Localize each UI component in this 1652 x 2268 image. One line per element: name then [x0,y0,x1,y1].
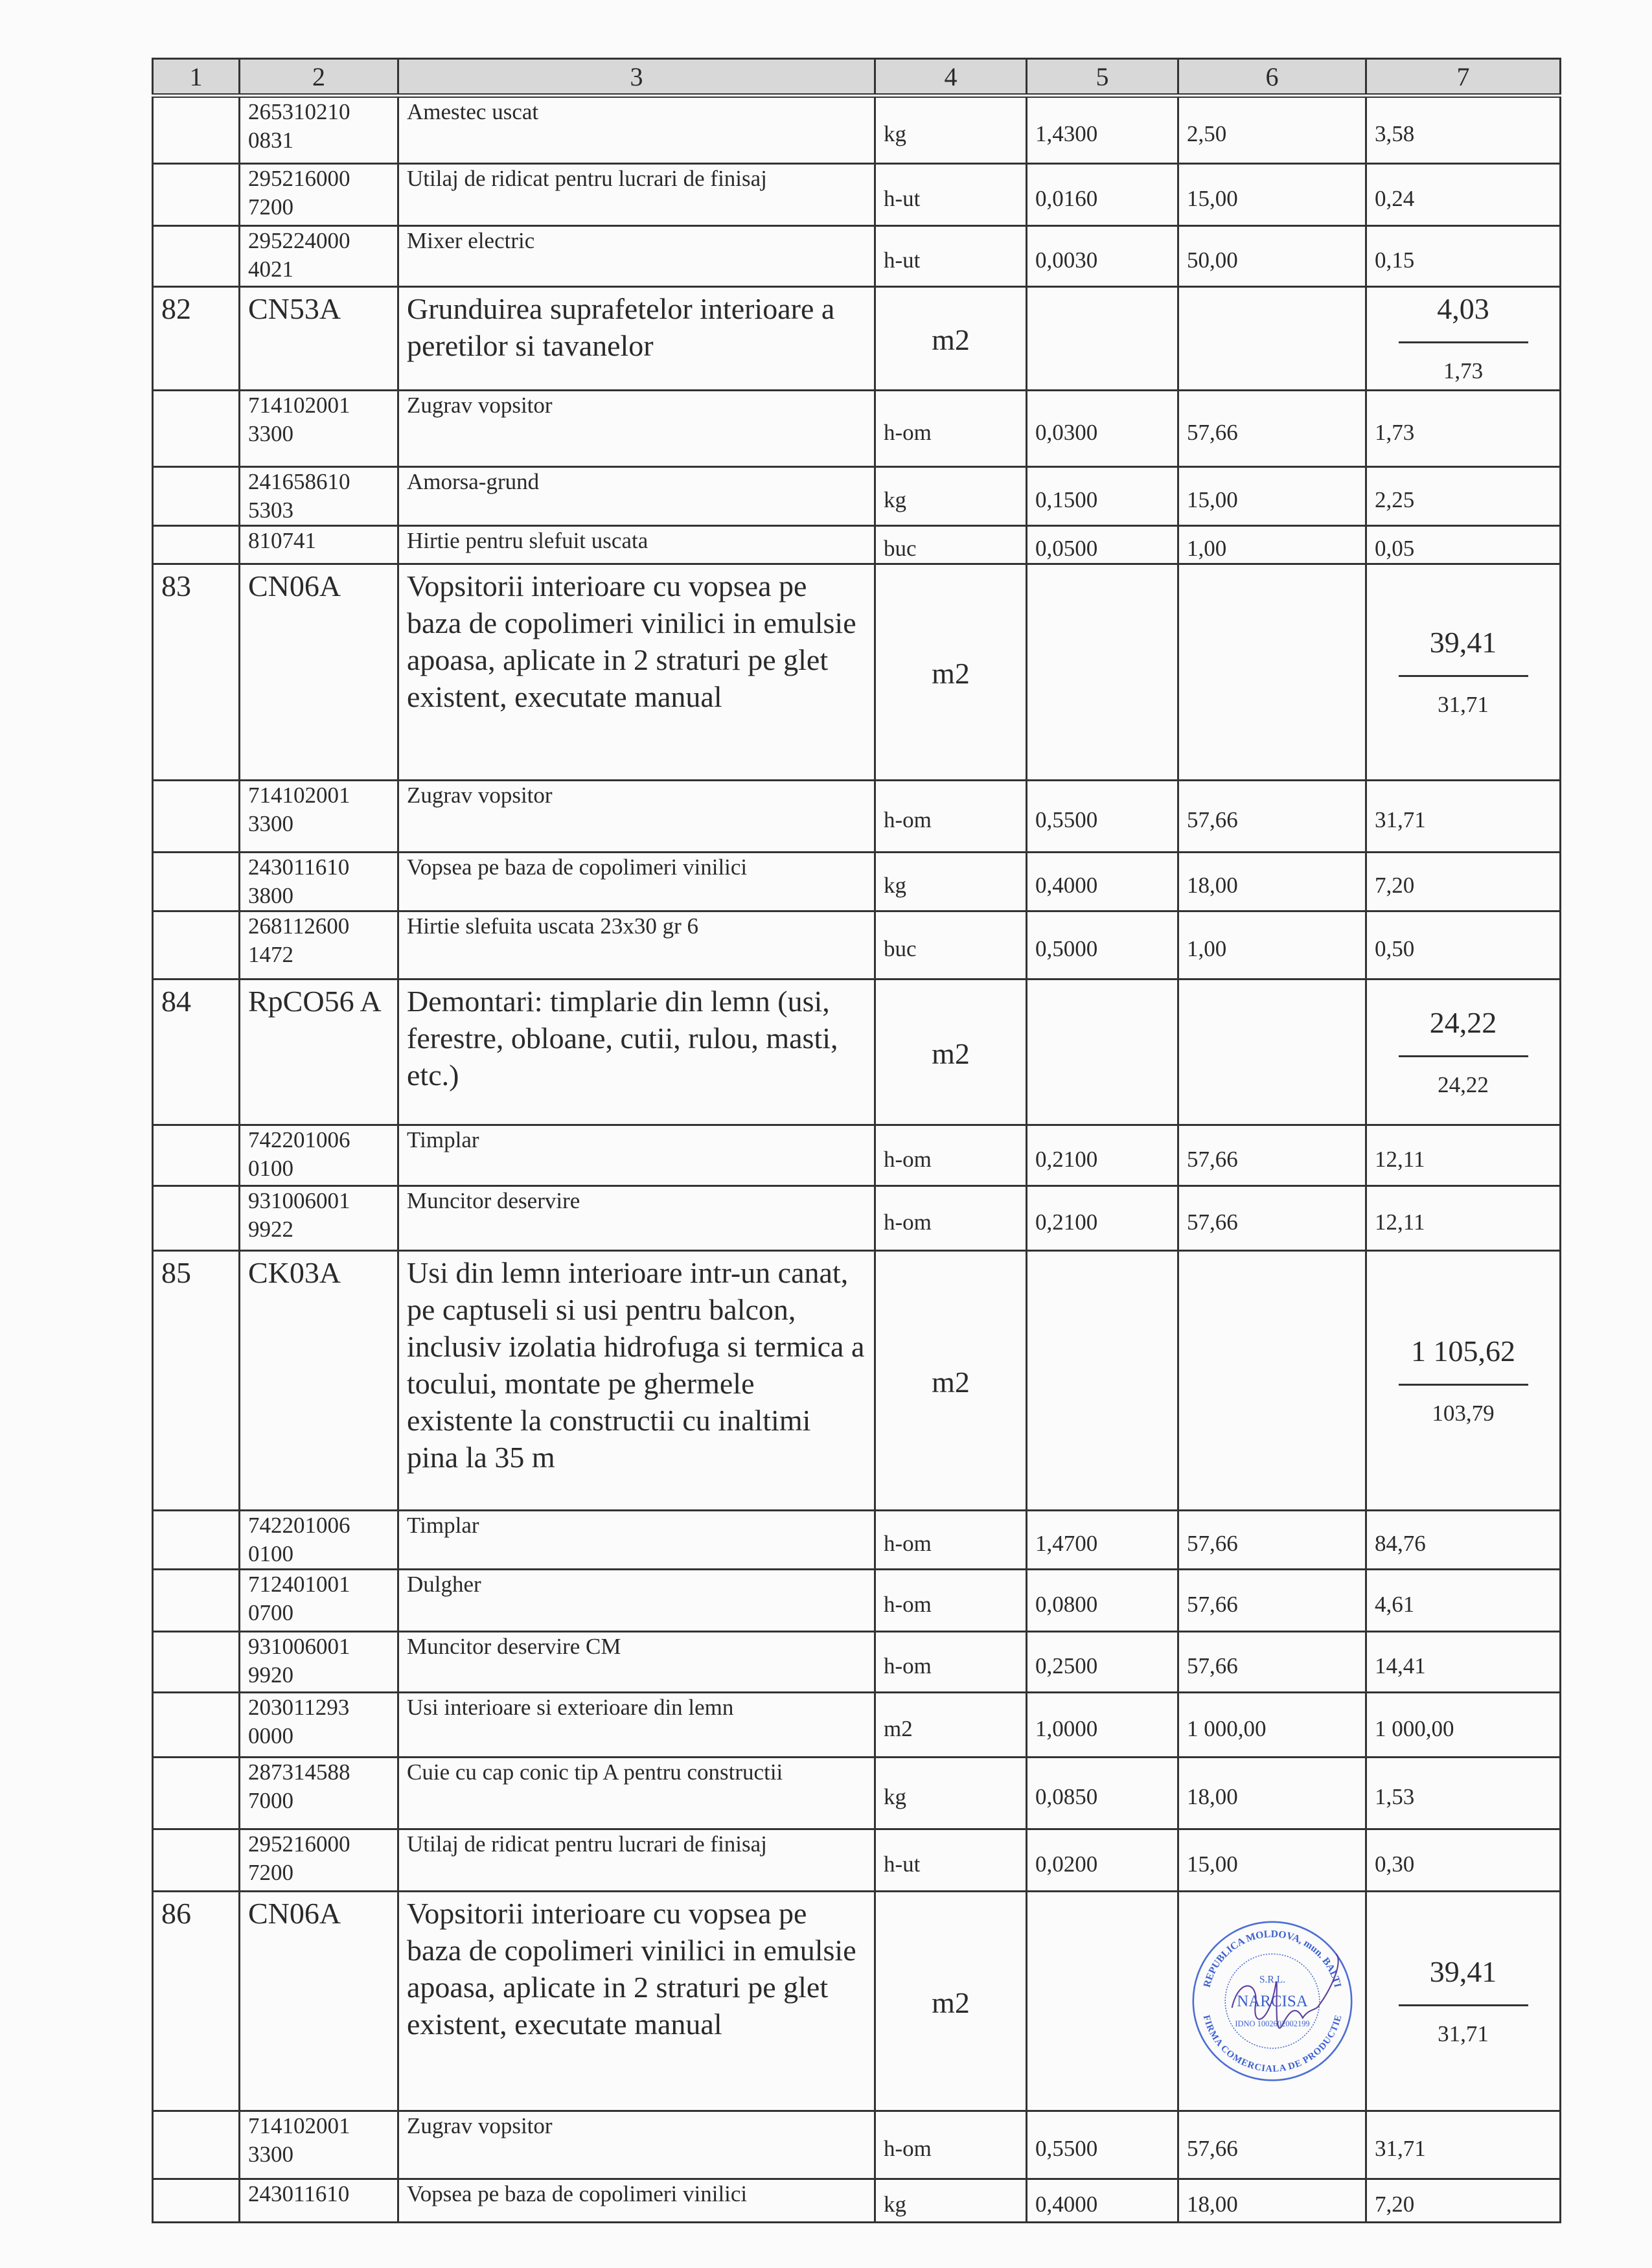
unit-price: 57,66 [1178,1125,1366,1186]
resource-row [153,226,1561,287]
labor-cost: 31,71 [1438,2021,1489,2046]
row-number-empty [153,226,240,287]
resource-total: 0,30 [1366,1829,1561,1892]
item-total: 39,41 [1429,1954,1497,1988]
resource-row [153,853,1561,911]
resource-total: 0,24 [1366,164,1561,226]
unit-price: 57,66 [1178,781,1366,853]
unit-price: 1 000,00 [1178,1693,1366,1758]
row-number-empty [153,781,240,853]
resource-code: 714102001 3300 [240,2111,398,2179]
resource-name: Vopsea pe baza de copolimeri vinilici [398,853,875,911]
resource-total: 7,20 [1366,2179,1561,2223]
unit-price: 18,00 [1178,853,1366,911]
unit: h-om [875,781,1027,853]
resource-total: 12,11 [1366,1186,1561,1251]
row-number-empty [153,391,240,467]
resource-name: Amestec uscat [398,96,875,164]
price-empty [1178,979,1366,1125]
resource-code: 287314588 7000 [240,1758,398,1829]
resource-total: 2,25 [1366,467,1561,526]
norm-quantity: 0,0300 [1027,391,1178,467]
resource-code: 742201006 0100 [240,1125,398,1186]
item-total: 4,03 [1437,292,1489,325]
work-description: Vopsitorii interioare cu vopsea pe baza de copolimeri vinilici in emulsie apoasa, aplicate in 2 straturi pe glet existent, executate manual [398,1892,875,2111]
unit: h-ut [875,226,1027,287]
work-description: Grunduirea suprafetelor interioare a peretilor si tavanelor [398,287,875,391]
resource-row [153,391,1561,467]
resource-code: 203011293 0000 [240,1693,398,1758]
column-header-2: 2 [240,59,398,96]
row-number-empty [153,96,240,164]
unit-price: 1,00 [1178,911,1366,979]
resource-total: 14,41 [1366,1632,1561,1693]
resource-row [153,96,1561,164]
unit-price: 18,00 [1178,1758,1366,1829]
resource-name: Utilaj de ridicat pentru lucrari de finisaj [398,1829,875,1892]
stamp-lower-text: FIRMA COMERCIALA DE PRODUCTIE [1200,2013,1344,2074]
resource-name: Zugrav vopsitor [398,781,875,853]
resource-row [153,1758,1561,1829]
unit-price: 57,66 [1178,2111,1366,2179]
resource-row [153,1693,1561,1758]
norm-quantity: 0,4000 [1027,2179,1178,2223]
labor-cost: 24,22 [1438,1071,1489,1097]
norm-quantity: 0,1500 [1027,467,1178,526]
resource-row [153,781,1561,853]
resource-row [153,1632,1561,1693]
norm-code: CN06A [240,1892,398,2111]
unit-price: 15,00 [1178,164,1366,226]
column-header-4: 4 [875,59,1027,96]
resource-code: 243011610 [240,2179,398,2223]
item-total: 1 105,62 [1411,1334,1515,1368]
unit-price: 18,00 [1178,2179,1366,2223]
unit-price: 57,66 [1178,1570,1366,1632]
unit: buc [875,526,1027,564]
norm-quantity: 0,2100 [1027,1125,1178,1186]
column-header-1: 1 [153,59,240,96]
resource-total: 31,71 [1366,781,1561,853]
resource-name: Hirtie slefuita uscata 23x30 gr 6 [398,911,875,979]
item-number: 86 [153,1892,240,2111]
item-number: 84 [153,979,240,1125]
unit: h-om [875,1511,1027,1570]
work-description: Vopsitorii interioare cu vopsea pe baza de copolimeri vinilici in emulsie apoasa, aplicate in 2 straturi pe glet existent, executate manual [398,564,875,781]
unit: m2 [875,1251,1027,1511]
resource-code: 742201006 0100 [240,1511,398,1570]
row-number-empty [153,467,240,526]
unit: kg [875,96,1027,164]
work-item-row [153,1892,1561,2111]
row-number-empty [153,1758,240,1829]
row-number-empty [153,853,240,911]
norm-quantity: 0,2500 [1027,1632,1178,1693]
unit-price: 15,00 [1178,467,1366,526]
row-number-empty [153,2111,240,2179]
row-number-empty [153,164,240,226]
divider [1399,2004,1528,2006]
resource-total: 4,61 [1366,1570,1561,1632]
resource-total: 1,73 [1366,391,1561,467]
resource-row [153,1186,1561,1251]
norm-quantity: 0,5500 [1027,2111,1178,2179]
resource-row [153,911,1561,979]
resource-name: Timplar [398,1125,875,1186]
unit-price: 57,66 [1178,391,1366,467]
item-total: 24,22 [1429,1005,1497,1039]
resource-total: 0,05 [1366,526,1561,564]
price-empty [1178,1892,1366,2111]
item-total: 39,41 [1429,626,1497,659]
resource-row [153,1829,1561,1892]
divider [1399,1384,1528,1386]
norm-quantity: 0,0160 [1027,164,1178,226]
item-total-cell [1366,287,1561,391]
resource-total: 3,58 [1366,96,1561,164]
item-number: 82 [153,287,240,391]
resource-row [153,467,1561,526]
unit: m2 [875,287,1027,391]
work-item-row [153,564,1561,781]
norm-quantity: 0,0500 [1027,526,1178,564]
quantity-empty [1027,1251,1178,1511]
row-number-empty [153,1693,240,1758]
norm-quantity: 0,5000 [1027,911,1178,979]
unit: kg [875,1758,1027,1829]
column-number-header [153,59,1561,96]
unit-price: 50,00 [1178,226,1366,287]
labor-cost: 1,73 [1443,358,1484,384]
norm-quantity: 0,5500 [1027,781,1178,853]
unit: h-om [875,1125,1027,1186]
unit-price: 57,66 [1178,1186,1366,1251]
norm-code: RpCO56 A [240,979,398,1125]
resource-code: 810741 [240,526,398,564]
resource-total: 31,71 [1366,2111,1561,2179]
company-stamp [1188,1917,1357,2085]
unit: m2 [875,1892,1027,2111]
resource-row [153,1570,1561,1632]
resource-total: 0,15 [1366,226,1561,287]
norm-quantity: 0,4000 [1027,853,1178,911]
resource-row [153,1125,1561,1186]
unit: h-om [875,1186,1027,1251]
resource-name: Hirtie pentru slefuit uscata [398,526,875,564]
row-number-empty [153,911,240,979]
resource-code: 265310210 0831 [240,96,398,164]
unit: h-om [875,1570,1027,1632]
unit: h-om [875,391,1027,467]
resource-row [153,164,1561,226]
resource-total: 84,76 [1366,1511,1561,1570]
row-number-empty [153,1632,240,1693]
divider [1399,341,1528,343]
work-description: Usi din lemn interioare intr-un canat, pe captuseli si usi pentru balcon, inclusiv izolatia hidrofuga si termica a tocului, montate pe ghermele existente la constructii cu inaltimi pina la 35 m [398,1251,875,1511]
resource-name: Amorsa-grund [398,467,875,526]
stamp-idno: IDNO 1002602002199 [1234,2019,1310,2028]
norm-quantity: 0,0800 [1027,1570,1178,1632]
unit: m2 [875,979,1027,1125]
unit: kg [875,853,1027,911]
norm-quantity: 1,0000 [1027,1693,1178,1758]
resource-code: 295216000 7200 [240,1829,398,1892]
quantity-empty [1027,564,1178,781]
unit: kg [875,2179,1027,2223]
norm-code: CN53A [240,287,398,391]
price-empty [1178,1251,1366,1511]
norm-quantity: 0,0030 [1027,226,1178,287]
resource-total: 0,50 [1366,911,1561,979]
resource-code: 931006001 9922 [240,1186,398,1251]
row-number-empty [153,1186,240,1251]
norm-quantity: 0,0200 [1027,1829,1178,1892]
norm-code: CK03A [240,1251,398,1511]
quantity-empty [1027,287,1178,391]
work-item-row [153,979,1561,1125]
unit: h-om [875,1632,1027,1693]
column-header-3: 3 [398,59,875,96]
resource-total: 12,11 [1366,1125,1561,1186]
quantity-empty [1027,1892,1178,2111]
item-total-cell [1366,1892,1561,2111]
divider [1399,675,1528,677]
resource-row [153,1511,1561,1570]
row-number-empty [153,1511,240,1570]
unit: h-ut [875,164,1027,226]
resource-total: 1,53 [1366,1758,1561,1829]
resource-code: 243011610 3800 [240,853,398,911]
norm-quantity: 0,2100 [1027,1186,1178,1251]
resource-name: Zugrav vopsitor [398,391,875,467]
resource-code: 931006001 9920 [240,1632,398,1693]
stamp-form: S.R.L. [1259,1974,1285,1986]
resource-name: Cuie cu cap conic tip A pentru constructii [398,1758,875,1829]
norm-quantity: 1,4300 [1027,96,1178,164]
work-item-row [153,1251,1561,1511]
price-empty [1178,287,1366,391]
resource-name: Muncitor deservire [398,1186,875,1251]
estimate-table [152,58,1561,2223]
unit: m2 [875,1693,1027,1758]
unit-price: 2,50 [1178,96,1366,164]
item-total-cell [1366,979,1561,1125]
resource-total: 7,20 [1366,853,1561,911]
unit-price: 15,00 [1178,1829,1366,1892]
quantity-empty [1027,979,1178,1125]
resource-name: Vopsea pe baza de copolimeri vinilici [398,2179,875,2223]
stamp-outer-text: REPUBLICA MOLDOVA, mun. BALTI [1201,1929,1343,1989]
column-header-5: 5 [1027,59,1178,96]
norm-quantity: 1,4700 [1027,1511,1178,1570]
labor-cost: 31,71 [1438,692,1489,717]
resource-row [153,2179,1561,2223]
unit: buc [875,911,1027,979]
row-number-empty [153,2179,240,2223]
resource-name: Utilaj de ridicat pentru lucrari de finisaj [398,164,875,226]
item-total-cell [1366,1251,1561,1511]
resource-name: Muncitor deservire CM [398,1632,875,1693]
unit-price: 57,66 [1178,1511,1366,1570]
column-header-7: 7 [1366,59,1561,96]
unit: kg [875,467,1027,526]
work-item-row [153,287,1561,391]
item-number: 83 [153,564,240,781]
resource-name: Timplar [398,1511,875,1570]
unit: h-om [875,2111,1027,2179]
resource-code: 241658610 5303 [240,467,398,526]
unit: h-ut [875,1829,1027,1892]
resource-code: 295224000 4021 [240,226,398,287]
resource-row [153,2111,1561,2179]
resource-code: 295216000 7200 [240,164,398,226]
labor-cost: 103,79 [1432,1400,1495,1426]
item-number: 85 [153,1251,240,1511]
resource-code: 714102001 3300 [240,781,398,853]
norm-quantity: 0,0850 [1027,1758,1178,1829]
price-empty [1178,564,1366,781]
item-total-cell [1366,564,1561,781]
resource-row [153,526,1561,564]
unit-price: 1,00 [1178,526,1366,564]
unit-price: 57,66 [1178,1632,1366,1693]
row-number-empty [153,1125,240,1186]
resource-code: 268112600 1472 [240,911,398,979]
row-number-empty [153,526,240,564]
divider [1399,1055,1528,1057]
column-header-6: 6 [1178,59,1366,96]
resource-total: 1 000,00 [1366,1693,1561,1758]
resource-name: Zugrav vopsitor [398,2111,875,2179]
norm-code: CN06A [240,564,398,781]
resource-name: Usi interioare si exterioare din lemn [398,1693,875,1758]
resource-name: Dulgher [398,1570,875,1632]
stamp-name: NARCISA [1236,1992,1308,2010]
unit: m2 [875,564,1027,781]
row-number-empty [153,1570,240,1632]
work-description: Demontari: timplarie din lemn (usi, ferestre, obloane, cutii, rulou, masti, etc.) [398,979,875,1125]
resource-name: Mixer electric [398,226,875,287]
resource-code: 714102001 3300 [240,391,398,467]
resource-code: 712401001 0700 [240,1570,398,1632]
row-number-empty [153,1829,240,1892]
